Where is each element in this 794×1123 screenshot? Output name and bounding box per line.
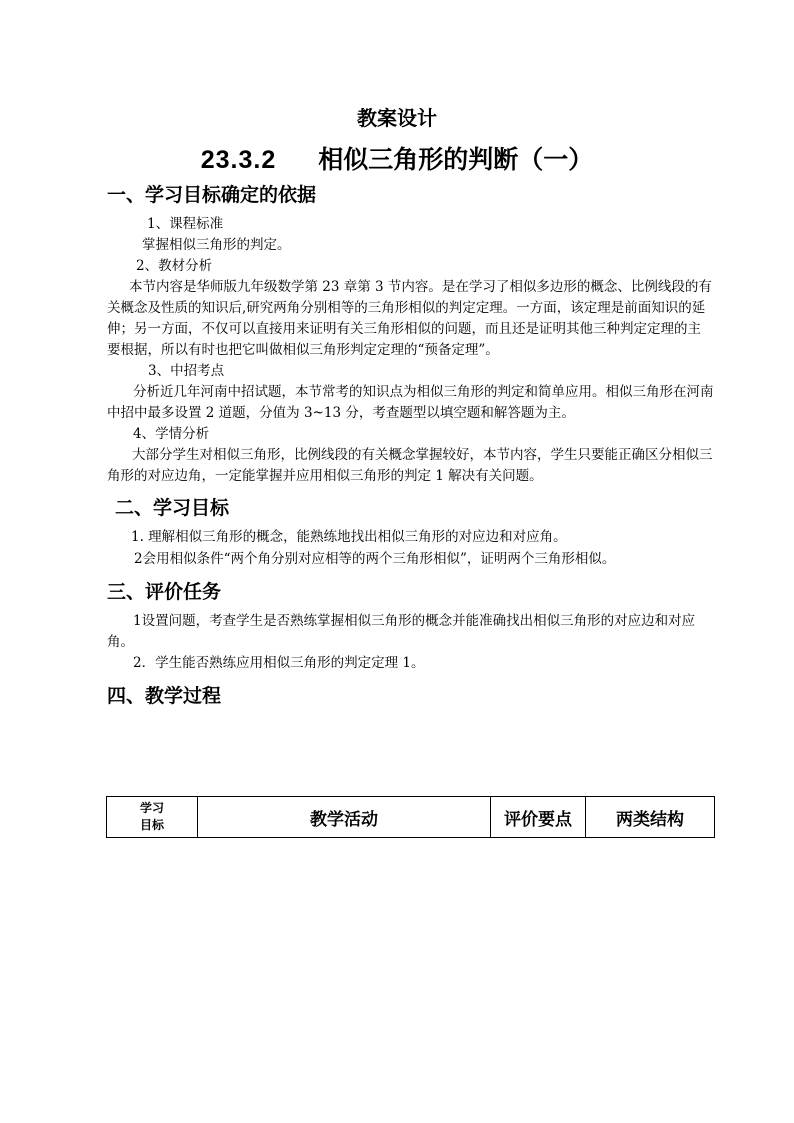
item-text-students: 大部分学生对相似三角形，比例线段的有关概念掌握较好，本节内容，学生只要能正确区分相似三角形的对应边角，一定能掌握并应用相似三角形的判定 1 解决有关问题。 bbox=[107, 447, 713, 484]
section-heading-process: 四、教学过程 bbox=[107, 685, 222, 707]
col-header-structure: 两类结构 bbox=[586, 797, 715, 838]
goal-item-1: 1. 理解相似三角形的概念，能熟练地找出相似三角形的对应边和对应角。 bbox=[131, 529, 567, 545]
item-text-curriculum: 掌握相似三角形的判定。 bbox=[142, 237, 291, 253]
section-heading-basis: 一、学习目标确定的依据 bbox=[107, 184, 317, 206]
eval-task-2: 2．学生能否熟练应用相似三角形的判定定理 1。 bbox=[133, 655, 425, 671]
teaching-process-table bbox=[106, 796, 715, 838]
lesson-number: 23.3.2 bbox=[200, 146, 277, 174]
col-header-goal-line1: 学习 bbox=[139, 801, 164, 815]
col-header-goal-line2: 目标 bbox=[139, 818, 164, 832]
item-title-exam: 3、中招考点 bbox=[148, 363, 225, 379]
item-text-textbook: 本节内容是华师版九年级数学第 23 章第 3 节内容。是在学习了相似多边形的概念、比例线段的有关概念及性质的知识后,研究两角分别相等的三角形相似的判定定理。一方面，该定理是前面知识的延伸；另一方面，不仅可以直接用来证明有关三角形相似的问题，而且还是证明其他三种判定定理的主要根据，所以有时也把它叫做相似三角形判定定理的“预备定理”。 bbox=[107, 279, 712, 358]
item-title-students: 4、学情分析 bbox=[133, 426, 210, 442]
table-header-row bbox=[107, 797, 715, 838]
col-header-evaluation: 评价要点 bbox=[491, 797, 586, 838]
item-title-curriculum: 1、课程标准 bbox=[147, 216, 224, 232]
item-text-exam: 分析近几年河南中招试题，本节常考的知识点为相似三角形的判定和简单应用。相似三角形在河南中招中最多设置 2 道题，分值为 3~13 分，考查题型以填空题和解答题为主。 bbox=[107, 384, 714, 421]
goal-item-2: 2会用相似条件“两个角分别对应相等的两个三角形相似”，证明两个三角形相似。 bbox=[134, 551, 616, 567]
section-heading-goals: 二、学习目标 bbox=[115, 497, 230, 519]
col-header-activity: 教学活动 bbox=[198, 797, 491, 838]
document-title: 教案设计 bbox=[357, 106, 437, 130]
col-header-goal bbox=[107, 797, 198, 838]
lesson-title-text: 相似三角形的判断（一） bbox=[318, 145, 594, 174]
item-title-textbook: 2、教材分析 bbox=[136, 258, 213, 274]
lesson-title bbox=[0, 140, 794, 176]
eval-task-1: 1设置问题，考查学生是否熟练掌握相似三角形的概念并能准确找出相似三角形的对应边和对应角。 bbox=[107, 613, 696, 650]
section-heading-evaluation: 三、评价任务 bbox=[107, 581, 222, 603]
